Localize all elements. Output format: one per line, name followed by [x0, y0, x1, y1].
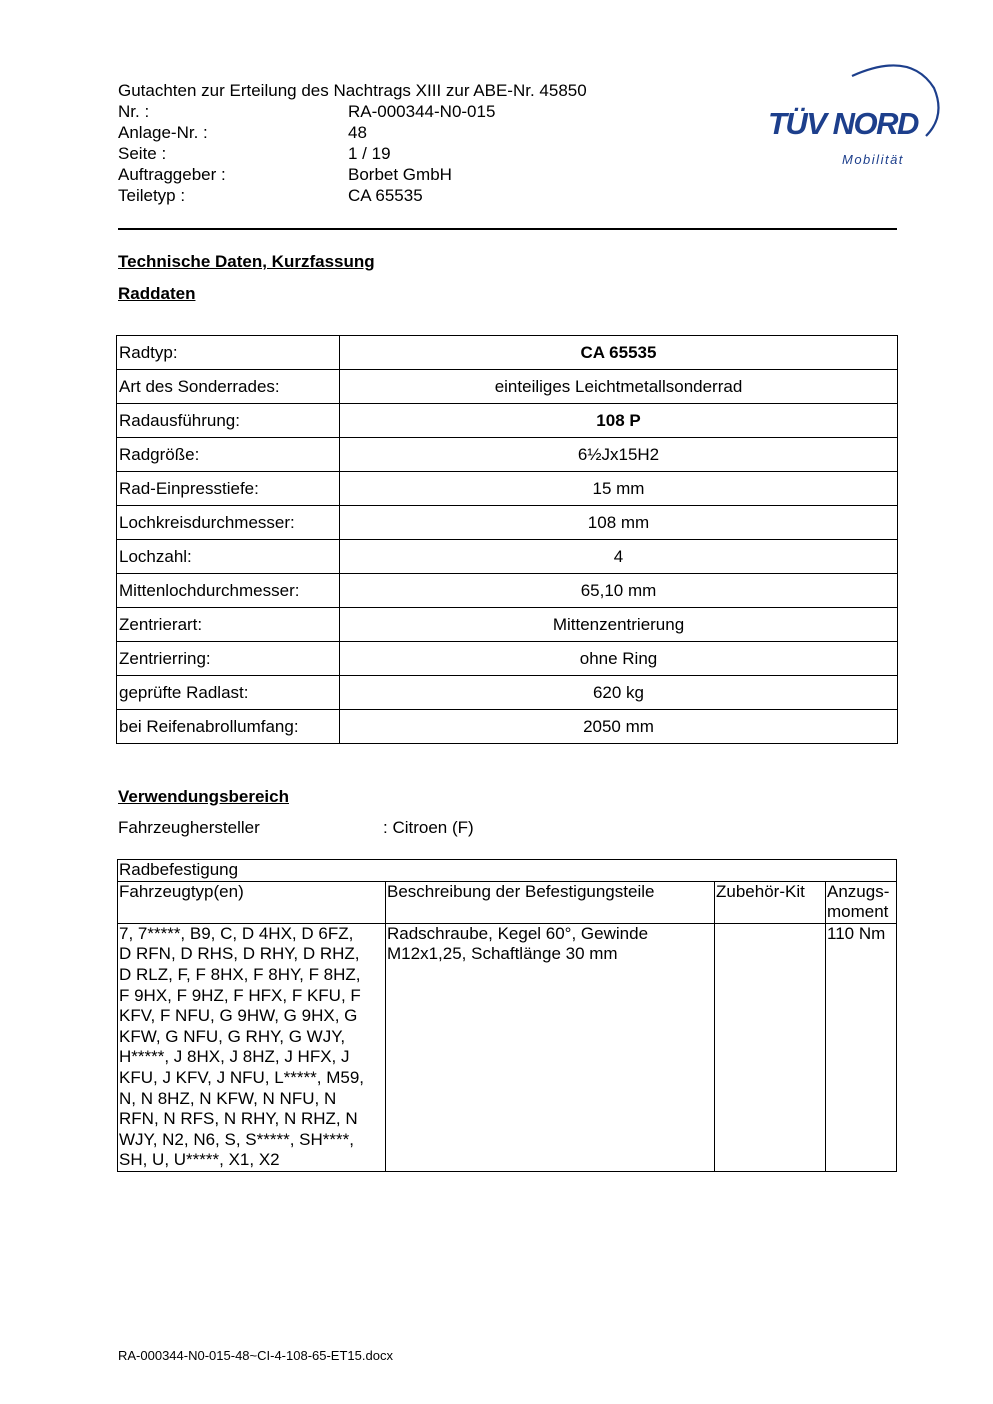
column-header-anzugsmoment	[826, 881, 897, 923]
header-value: Borbet GmbH	[348, 165, 452, 184]
row-value: 108 mm	[340, 506, 898, 540]
header-value: 48	[348, 123, 367, 142]
raddaten-table	[116, 335, 898, 744]
row-label: Radgröße:	[117, 438, 340, 472]
desc-line: Radschraube, Kegel 60°, Gewinde	[387, 923, 649, 943]
row-value: CA 65535	[340, 336, 898, 370]
column-header-zubehoer-kit: Zubehör-Kit	[715, 881, 826, 923]
header-label: Seite :	[118, 144, 167, 163]
header-row	[118, 101, 587, 122]
type-line: H*****, J 8HX, J 8HZ, J HFX, J	[119, 1047, 350, 1067]
header-value: 1 / 19	[348, 144, 391, 163]
document-header	[118, 80, 587, 206]
table-row	[117, 404, 898, 438]
row-value: 65,10 mm	[340, 574, 898, 608]
header-row	[118, 143, 587, 164]
row-label: Zentrierring:	[117, 642, 340, 676]
row-value: einteiliges Leichtmetallsonderrad	[340, 370, 898, 404]
logo-wordmark: TÜV NORD	[768, 106, 918, 141]
header-divider	[118, 228, 897, 230]
header-row	[118, 122, 587, 143]
report-title: Gutachten zur Erteilung des Nachtrags XIII zur ABE-Nr. 45850	[118, 81, 587, 100]
row-value: 15 mm	[340, 472, 898, 506]
row-label: Radausführung:	[117, 404, 340, 438]
desc-line: M12x1,25, Schaftlänge 30 mm	[387, 944, 618, 964]
section-heading-technische-daten: Technische Daten, Kurzfassung	[118, 252, 375, 271]
header-line: Anzugs-	[827, 881, 890, 901]
row-label: Rad-Einpresstiefe:	[117, 472, 340, 506]
row-value: 4	[340, 540, 898, 574]
row-label: bei Reifenabrollumfang:	[117, 710, 340, 744]
header-line: moment	[827, 902, 889, 922]
table-row	[117, 608, 898, 642]
type-line: SH, U, U*****, X1, X2	[119, 1150, 280, 1170]
row-value: ohne Ring	[340, 642, 898, 676]
table-row	[117, 710, 898, 744]
row-value: 6½Jx15H2	[340, 438, 898, 472]
section-heading-verwendungsbereich: Verwendungsbereich	[118, 787, 289, 806]
fahrzeugtypen-cell	[118, 923, 386, 1171]
header-label: Auftraggeber :	[118, 165, 226, 184]
row-label: Mittenlochdurchmesser:	[117, 574, 340, 608]
column-header-fahrzeugtyp: Fahrzeugtyp(en)	[118, 881, 386, 923]
type-line: F 9HX, F 9HZ, F HFX, F KFU, F	[119, 985, 361, 1005]
type-line: N, N 8HZ, N KFW, N NFU, N	[119, 1088, 337, 1108]
type-line: KFW, G NFU, G RHY, G WJY,	[119, 1026, 346, 1046]
row-label: Radtyp:	[117, 336, 340, 370]
header-label: Anlage-Nr. :	[118, 123, 208, 142]
anzugsmoment-cell: 110 Nm	[826, 923, 897, 1171]
row-label: Art des Sonderrades:	[117, 370, 340, 404]
zubehoer-kit-cell	[715, 923, 826, 1171]
section-heading-raddaten: Raddaten	[118, 284, 196, 303]
table-row	[117, 642, 898, 676]
type-line: KFV, F NFU, G 9HW, G 9HX, G	[119, 1006, 358, 1026]
table-row	[117, 336, 898, 370]
row-value: 108 P	[340, 404, 898, 438]
row-value: Mittenzentrierung	[340, 608, 898, 642]
table-title: Radbefestigung	[118, 860, 897, 882]
type-line: RFN, N RFS, N RHY, N RHZ, N	[119, 1109, 358, 1129]
row-value: 2050 mm	[340, 710, 898, 744]
type-line: WJY, N2, N6, S, S*****, SH****,	[119, 1129, 354, 1149]
header-label: Teiletyp :	[118, 186, 186, 205]
header-row	[118, 185, 587, 206]
row-label: Zentrierart:	[117, 608, 340, 642]
type-line: KFU, J KFV, J NFU, L*****, M59,	[119, 1067, 364, 1087]
row-label: Lochkreisdurchmesser:	[117, 506, 340, 540]
table-row	[117, 676, 898, 710]
tuv-nord-logo	[760, 58, 940, 173]
type-line: 7, 7*****, B9, C, D 4HX, D 6FZ,	[119, 923, 354, 943]
table-title-row	[118, 860, 897, 882]
table-row	[117, 472, 898, 506]
fahrzeughersteller-label: Fahrzeughersteller	[118, 818, 260, 837]
type-line: D RLZ, F, F 8HX, F 8HY, F 8HZ,	[119, 964, 361, 984]
column-header-beschreibung: Beschreibung der Befestigungsteile	[386, 881, 715, 923]
table-row	[117, 438, 898, 472]
radbefestigung-table	[117, 859, 897, 1172]
table-row	[118, 923, 897, 1171]
row-label: geprüfte Radlast:	[117, 676, 340, 710]
document-footer: RA-000344-N0-015-48~CI-4-108-65-ET15.docx	[118, 1348, 393, 1363]
fahrzeughersteller-line	[118, 818, 474, 838]
fahrzeughersteller-value: : Citroen (F)	[383, 818, 474, 837]
beschreibung-cell	[386, 923, 715, 1171]
header-label: Nr. :	[118, 102, 150, 121]
row-label: Lochzahl:	[117, 540, 340, 574]
logo-subtitle: Mobilität	[842, 152, 904, 167]
header-row	[118, 164, 587, 185]
table-header-row	[118, 881, 897, 923]
table-row	[117, 506, 898, 540]
table-row	[117, 540, 898, 574]
header-value: RA-000344-N0-015	[348, 102, 496, 121]
table-row	[117, 370, 898, 404]
header-value: CA 65535	[348, 186, 423, 205]
table-row	[117, 574, 898, 608]
type-line: D RFN, D RHS, D RHY, D RHZ,	[119, 944, 360, 964]
row-value: 620 kg	[340, 676, 898, 710]
